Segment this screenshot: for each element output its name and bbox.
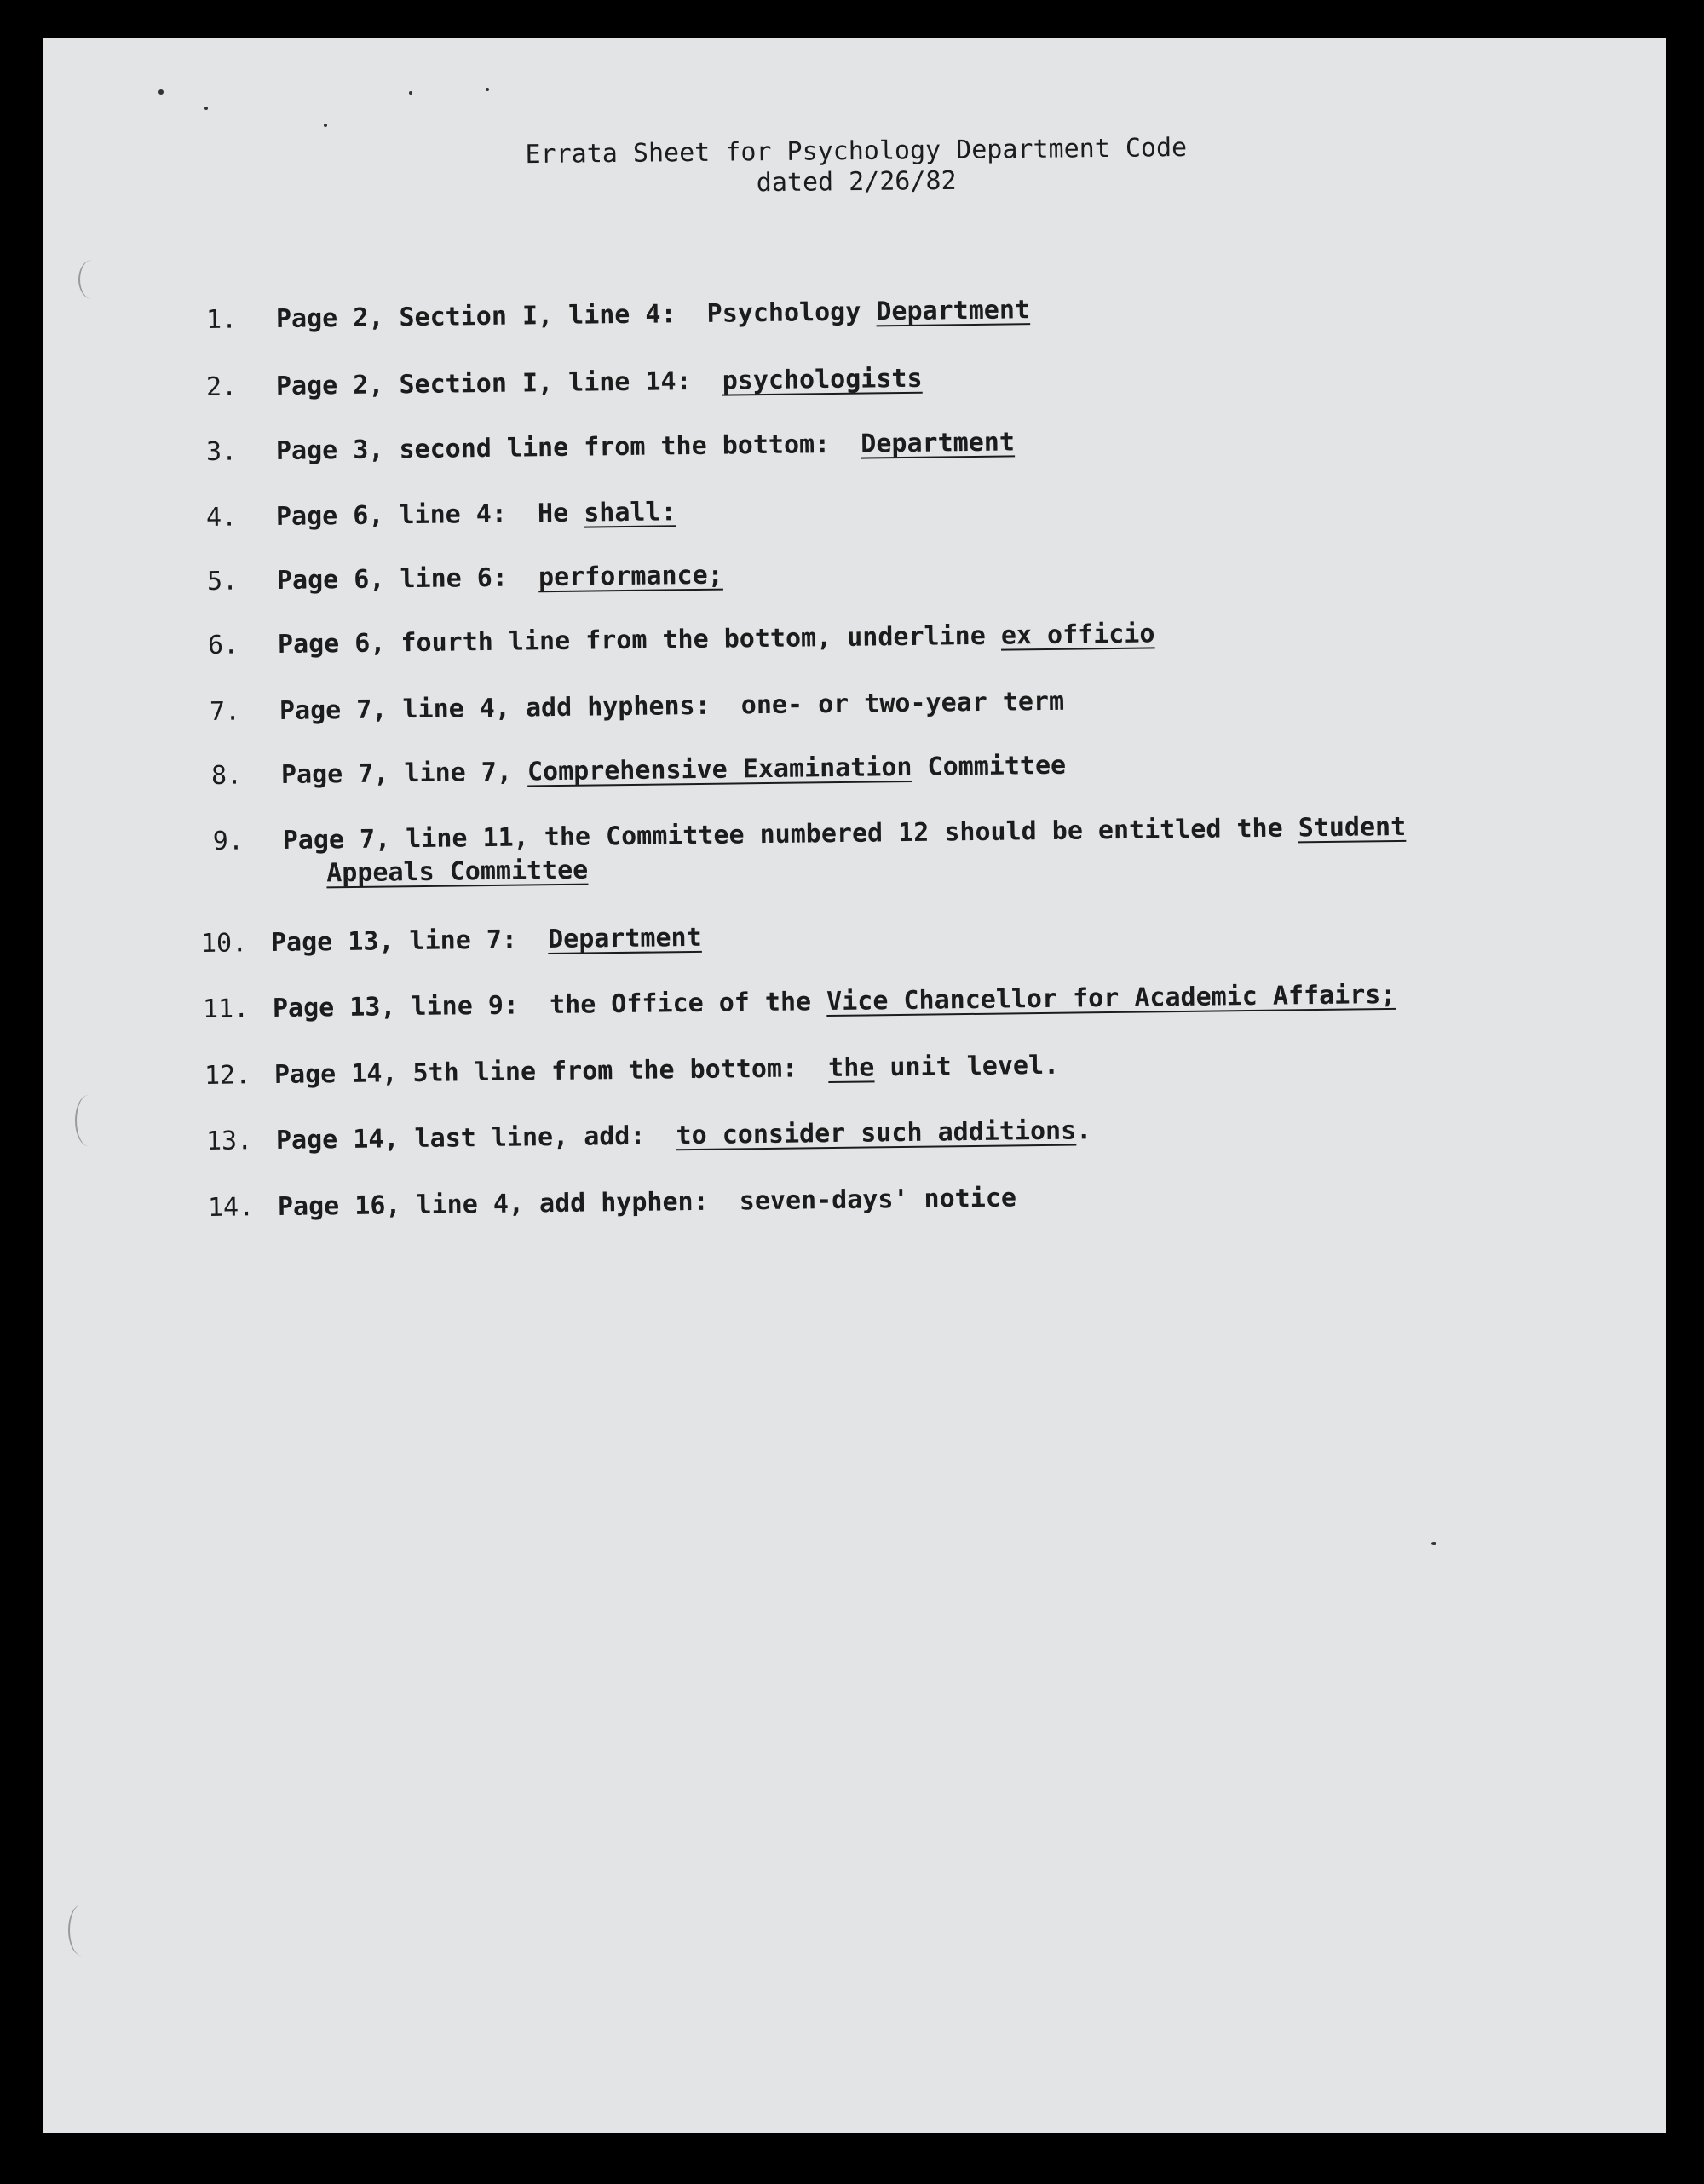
errata-item-correction: the — [827, 1052, 875, 1084]
errata-item — [206, 364, 923, 402]
errata-item-text: Page 13, line 9: the Office of the — [272, 987, 827, 1023]
errata-item-correction: Appeals Committee — [326, 855, 589, 889]
errata-item-correction: performance; — [538, 560, 723, 593]
errata-item-number: 5. — [206, 566, 239, 596]
errata-item-correction: Department — [861, 427, 1016, 459]
errata-item — [206, 427, 1015, 467]
errata-item-text: Page 14, 5th line from the bottom: — [273, 1053, 829, 1090]
errata-item-correction: Vice Chancellor for Academic Affairs; — [826, 979, 1396, 1017]
errata-item-text: Page 6, fourth line from the bottom, underline — [277, 620, 1002, 660]
errata-item-text: Page 16, line 4, add hyphen: seven-days' notice — [277, 1183, 1017, 1222]
errata-item-number: 12. — [204, 1060, 251, 1091]
errata-item — [210, 687, 1064, 727]
errata-item-text: Page 2, Section I, line 4: Psychology — [275, 297, 877, 334]
errata-item-text-suffix: unit level. — [874, 1050, 1060, 1083]
document-page — [43, 38, 1666, 2133]
errata-item-text: Page 14, last line, add: — [275, 1121, 676, 1155]
errata-item — [203, 980, 1396, 1024]
errata-item-correction: Department — [876, 295, 1031, 327]
errata-item-correction: psychologists — [722, 363, 923, 396]
errata-item-number: 3. — [205, 436, 238, 467]
errata-item-correction: ex officio — [1000, 619, 1155, 651]
errata-item-text: Page 7, line 4, add hyphens: one- or two-year term — [279, 686, 1065, 726]
errata-item-number: 1. — [205, 304, 238, 335]
errata-item-correction: to consider such additions — [676, 1115, 1077, 1151]
title-line-2: dated 2/26/82 — [756, 165, 957, 199]
errata-item-correction: Comprehensive Examination — [527, 752, 912, 787]
errata-item-number: 13. — [205, 1126, 253, 1156]
errata-item-number: 7. — [209, 696, 241, 727]
errata-item-number: 10. — [200, 928, 248, 959]
errata-item — [211, 751, 1067, 791]
errata-item-text: Page 3, second line from the bottom: — [275, 429, 861, 466]
errata-list — [43, 38, 1666, 2133]
errata-item — [213, 812, 1407, 890]
errata-item-number: 4. — [205, 502, 238, 533]
errata-item — [208, 619, 1155, 660]
errata-item-text: Page 2, Section I, line 14: — [275, 366, 722, 401]
errata-item-correction: Student — [1298, 811, 1407, 844]
errata-item-number: 9. — [212, 826, 245, 857]
errata-item-text: Page 6, line 4: He — [275, 498, 584, 532]
title-line-1: Errata Sheet for Psychology Department Code — [525, 132, 1188, 170]
errata-item — [206, 497, 676, 533]
errata-item-correction: shall: — [583, 497, 676, 528]
errata-item — [204, 1051, 1060, 1091]
errata-item-correction: Department — [547, 922, 702, 955]
errata-item-number: 14. — [207, 1192, 255, 1223]
errata-item-text: Page 7, line 7, — [280, 757, 528, 790]
errata-item — [206, 1115, 1092, 1156]
errata-item-number: 6. — [207, 630, 239, 660]
errata-item-number: 8. — [210, 760, 243, 791]
errata-item-text-suffix: Committee — [912, 750, 1067, 782]
errata-item — [201, 923, 702, 959]
errata-item — [206, 295, 1030, 335]
errata-item-number: 11. — [202, 994, 250, 1024]
errata-item-text: Page 6, line 6: — [276, 562, 539, 596]
errata-item — [207, 561, 723, 596]
errata-item-text-suffix: . — [1075, 1115, 1092, 1146]
errata-item-text: Page 13, line 7: — [270, 925, 549, 958]
errata-item — [208, 1183, 1016, 1223]
errata-item-text: Page 7, line 11, the Committee numbered 12 should be entitled the — [282, 813, 1298, 856]
errata-item-number: 2. — [205, 372, 238, 402]
